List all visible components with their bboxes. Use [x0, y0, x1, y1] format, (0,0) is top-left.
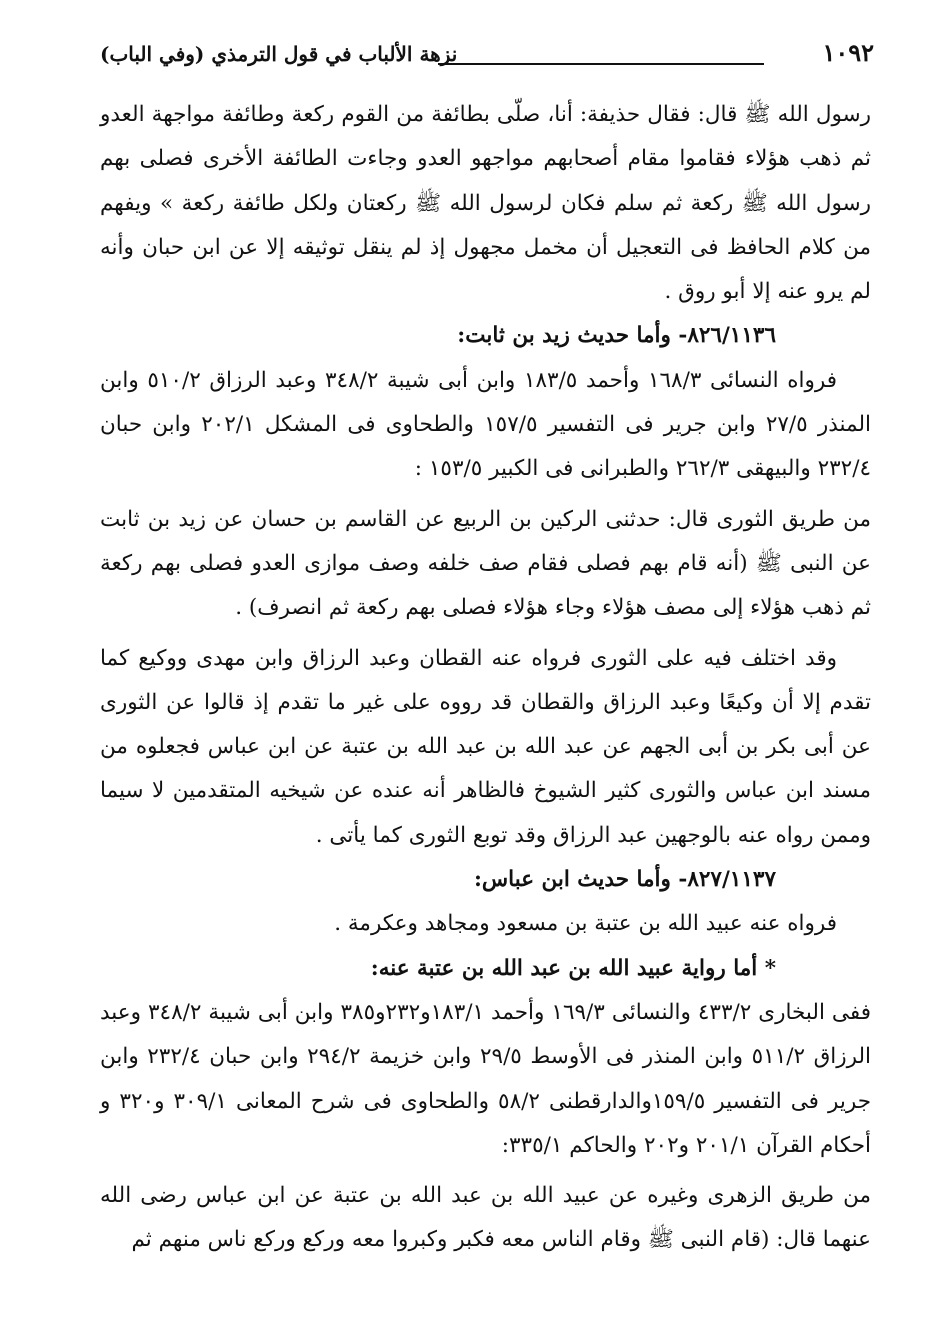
- paragraph-2: فرواه النسائى ١٦٨/٣ وأحمد ١٨٣/٥ وابن أبى شيبة ٣٤٨/٢ وعبد الرزاق ٥١٠/٢ وابن المنذر ٢٧/٥ وابن جرير فى التفسير ١٥٧/٥ والطحاوى فى المشكل ٢٠٢/١ وابن حبان ٢٣٢/٤ والبيهقى ٢٦٢/٣ والطبرانى فى الكبير ١٥٣/٥ :: [100, 367, 872, 482]
- book-title: نزهة الألباب في قول الترمذي (وفي الباب): [100, 42, 458, 66]
- section-heading-ibn-abbas: ٨٢٧/١١٣٧- وأما حديث ابن عباس:: [473, 867, 776, 893]
- paragraph-4: وقد اختلف فيه على الثورى فرواه عنه القطان وعبد الرزاق وابن مهدى ووكيع كما تقدم إلا أن وكيعًا وعبد الرزاق والقطان قد رووه على غير ما تقدم إذ قالوا عن الثورى عن أبى بكر بن أبى الجهم عن عبد الله بن عبد الله بن عتبة عن ابن عباس فجعلوه من مسند ابن عباس والثورى كثير الشيوخ فالظاهر أنه عنده عن شيخيه المتقدمين لا سيما وممن رواه عنه بالوجهين عبد الرزاق وقد توبع الثورى كما يأتى .: [100, 645, 872, 848]
- paragraph-6: ففى البخارى ٤٣٣/٢ والنسائى ١٦٩/٣ وأحمد ١٨٣/١و٢٣٢و٣٨٥ وابن أبى شيبة ٣٤٨/٢ وعبد الرزاق ٥١١/٢ وابن المنذر فى الأوسط ٢٩/٥ وابن خزيمة ٢٩٤/٢ وابن حبان ٢٣٢/٤ وابن جرير فى التفسير ١٥٩/٥والدارقطنى ٥٨/٢ والطحاوى فى شرح المعانى ٣٠٩/١ و٣٢٠ و أحكام القرآن ٢٠١/١ و٢٠٢ والحاكم ٣٣٥/١:: [100, 999, 871, 1158]
- paragraph-7: من طريق الزهرى وغيره عن عبيد الله بن عبد الله بن عتبة عن ابن عباس رضى الله عنهما قال: (قام النبى ﷺ وقام الناس معه فكبر وكبروا معه وركع وركع ناس منهم ثم: [100, 1183, 871, 1253]
- page-body: [100, 93, 871, 1263]
- page-number: ١٠٩٢: [822, 38, 874, 67]
- page-header: [100, 38, 874, 78]
- header-rule: [438, 63, 764, 65]
- section-heading-zaid: ٨٢٦/١١٣٦- وأما حديث زيد بن ثابت:: [457, 323, 776, 349]
- subsection-heading-ubaidullah: * أما رواية عبيد الله بن عبد الله بن عتبة عنه:: [370, 955, 776, 981]
- paragraph-3: من طريق الثورى قال: حدثنى الركين بن الربيع عن القاسم بن حسان عن زيد بن ثابت عن النبى ﷺ (أنه قام بهم فصلى فقام صف خلفه وصف موازى العدو فصلى بهم ركعة ثم ذهب هؤلاء إلى مصف هؤلاء وجاء هؤلاء فصلى بهم ركعة ثم انصرف) .: [100, 506, 871, 621]
- paragraph-5: فرواه عنه عبيد الله بن عتبة بن مسعود ومجاهد وعكرمة .: [334, 911, 837, 937]
- paragraph-1: رسول الله ﷺ قال: فقال حذيفة: أنا، صلّى بطائفة من القوم ركعة وطائفة مواجهة العدو ثم ذهب هؤلاء فقاموا مقام أصحابهم مواجهو العدو وجاءت الطائفة الأخرى فصلى بهم رسول الله ﷺ ركعة ثم سلم فكان لرسول الله ﷺ ركعتان ولكل طائفة ركعة » ويفهم من كلام الحافظ فى التعجيل أن مخمل مجهول إذ لم ينقل توثيقه إلا عن ابن حبان وأنه لم يرو عنه إلا أبو روق .: [100, 102, 871, 305]
